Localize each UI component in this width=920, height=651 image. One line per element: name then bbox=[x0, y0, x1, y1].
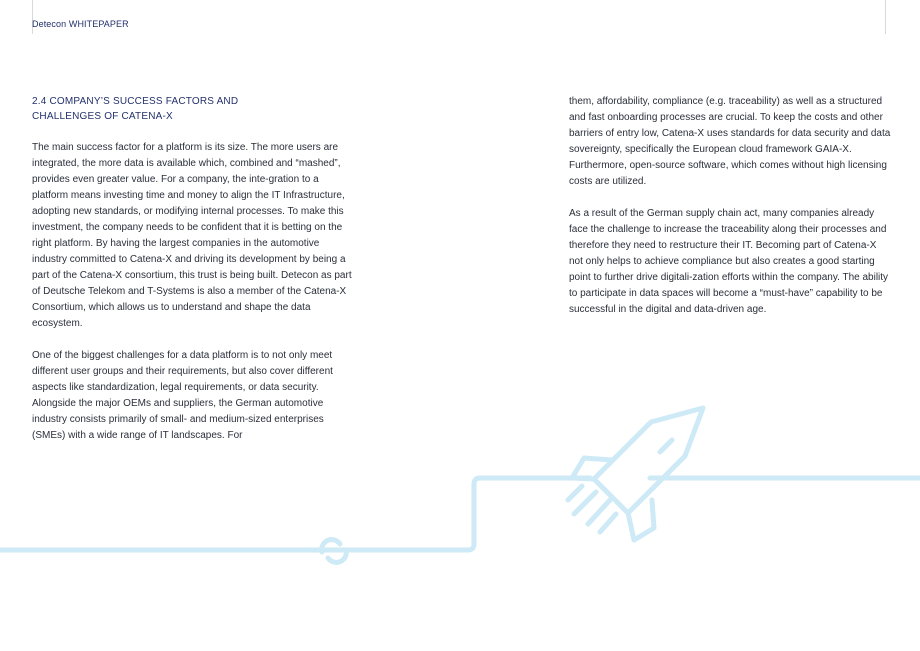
running-header bbox=[32, 19, 129, 29]
right-paragraph-2: As a result of the German supply chain act, many companies already face the challenge to increase the traceability along their processes and therefore they need to restructure their IT. Becoming part of Catena-X not only helps to achieve compliance but also creates a good starting point to further drive digitali-zation efforts within the company. The ability to participate in data spaces will become a “must-have” capability to be successful in the digital and data-driven age. bbox=[569, 208, 889, 315]
rocket-icon bbox=[568, 408, 703, 540]
section-title bbox=[32, 94, 332, 124]
right-paragraph-1: them, affordability, compliance (e.g. traceability) as well as a structured and fast onboarding processes are crucial. To keep the costs and other barriers of entry low, Catena-X uses standards for data security and data sovereignty, specifically the European cloud framework GAIA-X. Furthermore, open-source software, which comes without high licensing costs are utilized. bbox=[569, 96, 891, 187]
section-title-line2: CHALLENGES OF CATENA-X bbox=[32, 111, 173, 122]
right-column bbox=[569, 94, 891, 334]
section-title-line1: 2.4 COMPANY’S SUCCESS FACTORS AND bbox=[32, 96, 239, 107]
path-line-left bbox=[0, 478, 590, 550]
header-brand: Detecon bbox=[32, 19, 67, 29]
rocket-illustration bbox=[0, 395, 920, 575]
left-paragraph-2: One of the biggest challenges for a data platform is to not only meet different user groups and their requirements, but also cover different aspects like standardization, legal requirements, or data security. Alongside the major OEMs and suppliers, the German automotive industry consists primarily of small- and medium-sized enterprises (SMEs) with a wide range of IT landscapes. For bbox=[32, 350, 333, 441]
header-divider-right bbox=[885, 0, 886, 34]
left-paragraph-1: The main success factor for a platform is its size. The more users are integrated, the more data is available which, combined and “mashed”, provides even greater value. For a company, the inte-gration to a platform means investing time and money to align the IT Infrastructure, adopting new standards, or modifying internal processes. To make this investment, the company needs to be confident that it is betting on the right platform. By having the largest companies in the automotive industry committed to Catena-X and driving its development by being a part of the Catena-X consortium, this trust is being built. Detecon as part of Deutsche Telekom and T-Systems is also a member of the Catena-X Consortium, which allows us to understand and shape the data ecosystem. bbox=[32, 142, 352, 329]
header-label: WHITEPAPER bbox=[68, 19, 129, 29]
